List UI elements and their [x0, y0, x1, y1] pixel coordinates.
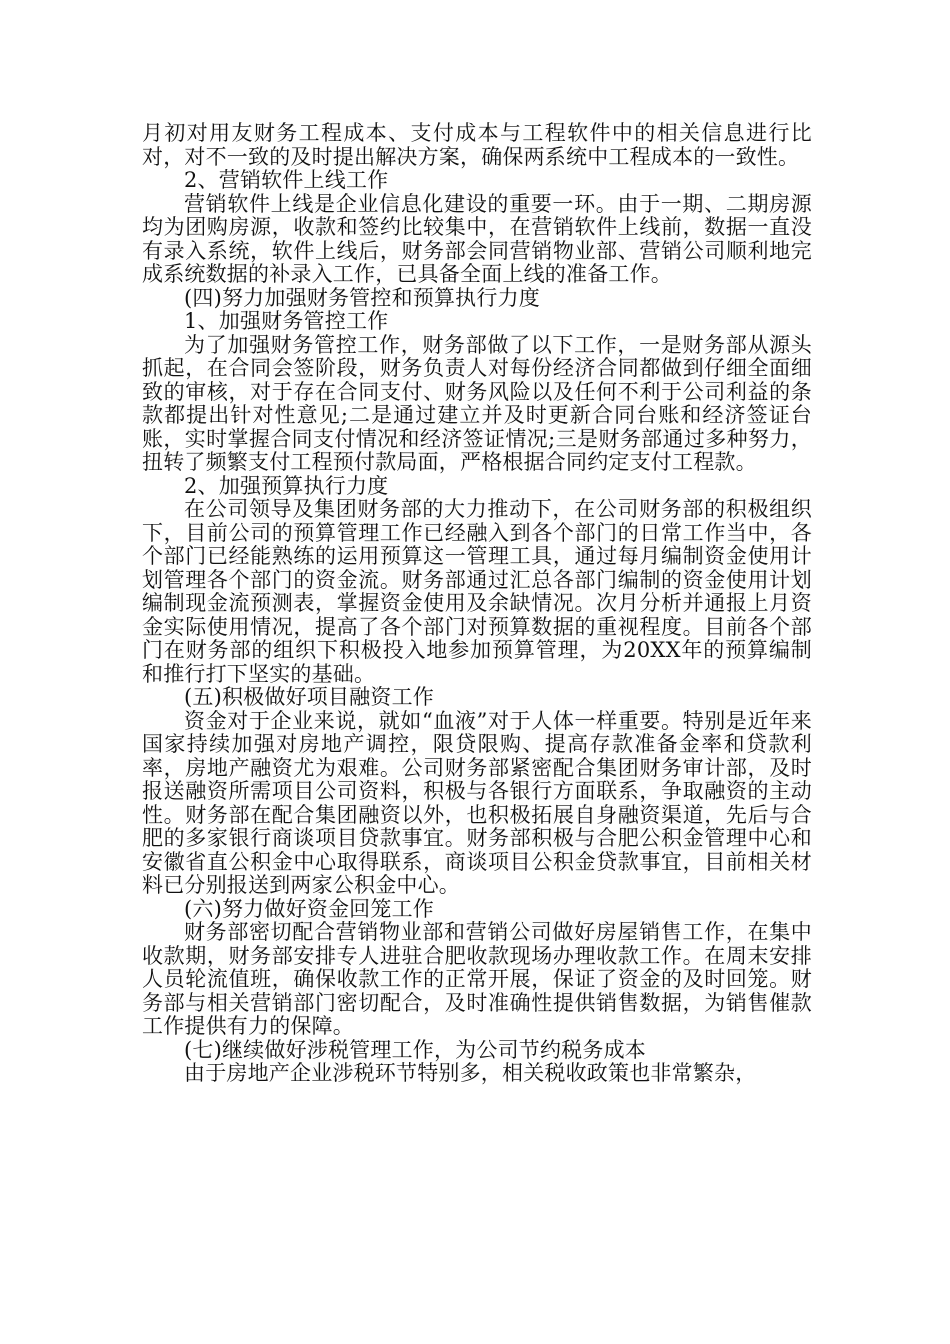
- paragraph-fund-collection: 财务部密切配合营销物业部和营销公司做好房屋销售工作，在集中收款期，财务部安排专人进驻合肥收款现场办理收款工作。在周末安排人员轮流值班，确保收款工作的正常开展，保证了资金的及时回笼。财务部与相关营销部门密切配合，及时准确性提供销售数据，为销售催款工作提供有力的保障。: [142, 920, 812, 1038]
- paragraph-cost-reconciliation: 月初对用友财务工程成本、支付成本与工程软件中的相关信息进行比对，对不一致的及时提出解决方案，确保两系统中工程成本的一致性。: [142, 121, 812, 169]
- heading-section-seven: (七)继续做好涉税管理工作，为公司节约税务成本: [184, 1037, 646, 1062]
- paragraph-budget-execution: 在公司领导及集团财务部的大力推动下，在公司财务部的积极组织下，目前公司的预算管理工作已经融入到各个部门的日常工作当中，各个部门已经能熟练的运用预算这一管理工具，通过每月编制资金使用计划管理各个部门的资金流。财务部通过汇总各部门编制的资金使用计划编制现金流预测表，掌握资金使用及余缺情况。次月分析并通报上月资金实际使用情况，提高了各个部门对预算数据的重视程度。目前各个部门在财务部的组织下积极投入地参加预算管理，为20XX年的预算编制和推行打下坚实的基础。: [142, 497, 812, 686]
- document-body: [142, 122, 812, 1086]
- heading-section-five: (五)积极做好项目融资工作: [184, 685, 434, 709]
- paragraph-financing: 资金对于企业来说，就如“血液”对于人体一样重要。特别是近年来国家持续加强对房地产调控，限贷限购、提高存款准备金率和贷款利率，房地产融资尤为艰难。公司财务部紧密配合集团财务审计部，及时报送融资所需项目公司资料，积极与各银行方面联系，争取融资的主动性。财务部在配合集团融资以外，也积极拓展自身融资渠道，先后与合肥的多家银行商谈项目贷款事宜。财务部积极与合肥公积金管理中心和安徽省直公积金中心取得联系，商谈项目公积金贷款事宜，目前相关材料已分别报送到两家公积金中心。: [142, 708, 812, 897]
- paragraph-finance-control: 为了加强财务管控工作，财务部做了以下工作，一是财务部从源头抓起，在合同会签阶段，财务负责人对每份经济合同都做到仔细全面细致的审核，对于存在合同支付、财务风险以及任何不利于公司利益的条款都提出针对性意见;二是通过建立并及时更新合同台账和经济签证台账，实时掌握合同支付情况和经济签证情况;三是财务部通过多种努力，扭转了频繁支付工程预付款局面，严格根据合同约定支付工程款。: [142, 332, 812, 474]
- heading-finance-control: 1、加强财务管控工作: [184, 309, 389, 333]
- heading-marketing-software: 2、营销软件上线工作: [184, 168, 389, 192]
- paragraph-tax-management: 由于房地产企业涉税环节特别多，相关税收政策也非常繁杂，: [184, 1061, 757, 1085]
- paragraph-marketing-software: 营销软件上线是企业信息化建设的重要一环。由于一期、二期房源均为团购房源，收款和签约比较集中，在营销软件上线前，数据一直没有录入系统，软件上线后，财务部会同营销物业部、营销公司顺利地完成系统数据的补录入工作，已具备全面上线的准备工作。: [142, 191, 812, 286]
- heading-budget-execution: 2、加强预算执行力度: [184, 473, 389, 498]
- heading-section-four: (四)努力加强财务管控和预算执行力度: [184, 285, 540, 310]
- heading-section-six: (六)努力做好资金回笼工作: [184, 896, 434, 921]
